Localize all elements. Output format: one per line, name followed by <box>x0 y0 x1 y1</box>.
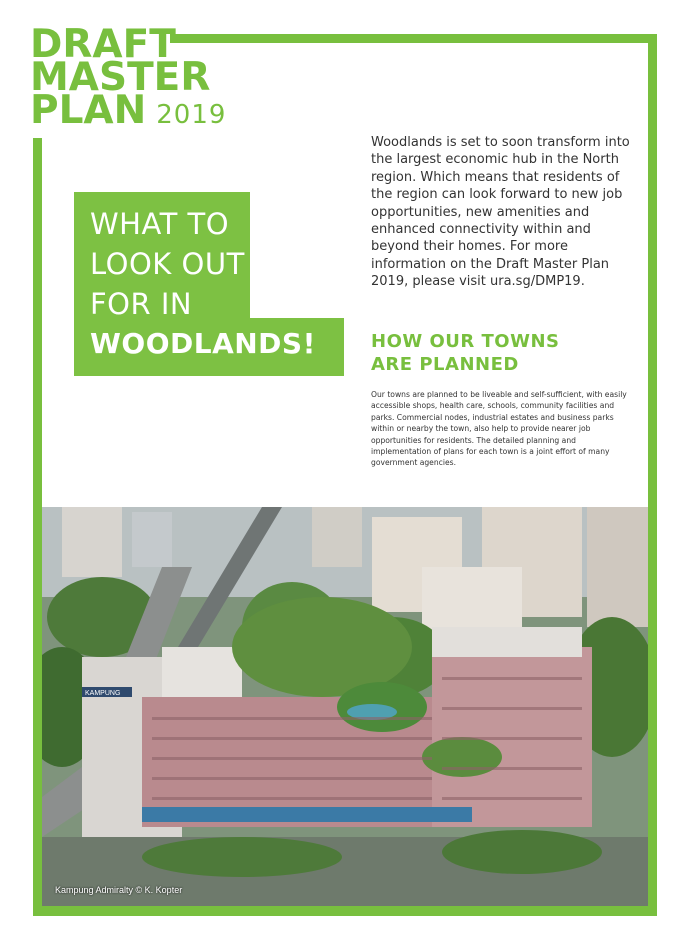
section-title-line-1: HOW OUR TOWNS <box>371 331 560 352</box>
aerial-photo <box>42 507 648 906</box>
frame-top <box>170 34 657 43</box>
aerial-photo-illustration <box>42 507 648 906</box>
headline-line-2: LOOK OUT <box>90 247 245 281</box>
headline-line-1: WHAT TO <box>90 207 230 241</box>
frame-right <box>648 34 657 916</box>
logo-line-3-text: PLAN <box>30 88 147 133</box>
intro-paragraph: Woodlands is set to soon transform into the largest economic hub in the North region. Which means that residents of the region can look forward to new job opportunities, new amenities and enhanced connectivity within and beyond their homes. For more information on the Draft Master Plan 2019, please visit ura.sg/DMP19. <box>371 135 630 290</box>
logo-line-2: MASTER <box>30 55 211 100</box>
logo-year: 2019 <box>156 100 227 130</box>
draft-master-plan-logo <box>30 22 227 133</box>
frame-bottom <box>33 906 657 916</box>
frame-left <box>33 138 42 916</box>
photo-credit: Kampung Admiralty © K. Kopter <box>55 885 183 895</box>
logo-line-3 <box>30 88 227 133</box>
section-title-line-2: ARE PLANNED <box>371 354 519 375</box>
headline-line-3: FOR IN <box>90 287 193 321</box>
logo-line-1: DRAFT <box>30 22 176 67</box>
building-sign: KAMPUNG <box>85 690 121 697</box>
headline-line-4: WOODLANDS! <box>90 327 316 360</box>
section-body: Our towns are planned to be liveable and self-sufficient, with easily accessible shops, health care, schools, community facilities and parks. Commercial nodes, industrial estates and business parks within or nearby the town, also help to provide nearer job opportunities for residents. The detailed planning and implementation of plans for each town is a joint effort of many government agencies. <box>371 390 627 468</box>
section-title <box>371 330 621 376</box>
